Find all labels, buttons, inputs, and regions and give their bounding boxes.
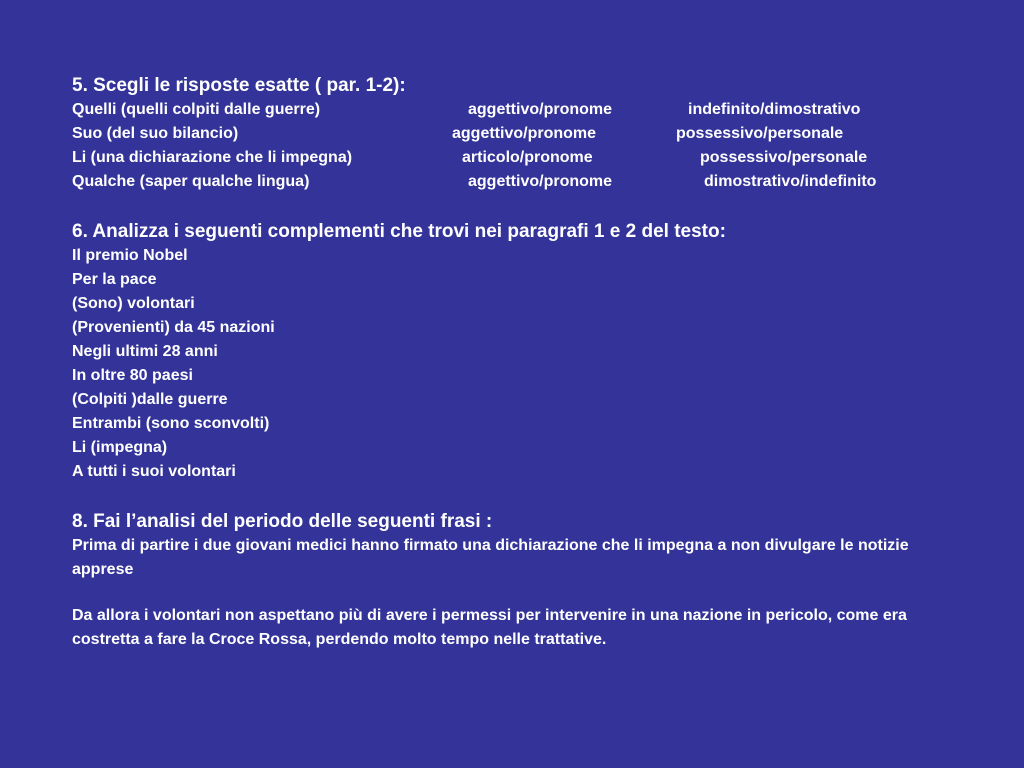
- section-5-title: 5. Scegli le risposte esatte ( par. 1-2):: [72, 75, 406, 96]
- list-item: Negli ultimi 28 anni: [72, 343, 218, 360]
- choice-option-2: dimostrativo/indefinito: [704, 173, 877, 190]
- choice-option-2: indefinito/dimostrativo: [688, 101, 861, 118]
- choice-phrase: Qualche (saper qualche lingua): [72, 173, 310, 190]
- list-item: (Provenienti) da 45 nazioni: [72, 319, 275, 336]
- list-item: (Sono) volontari: [72, 295, 195, 312]
- choice-row: [72, 170, 972, 194]
- choice-phrase: Li (una dichiarazione che li impegna): [72, 149, 353, 166]
- choice-option-1: aggettivo/pronome: [452, 125, 597, 142]
- choice-phrase: Suo (del suo bilancio): [72, 125, 239, 142]
- choice-option-1: articolo/pronome: [462, 149, 593, 166]
- choice-row: [72, 146, 972, 170]
- choice-option-1: aggettivo/pronome: [468, 101, 613, 118]
- list-item: In oltre 80 paesi: [72, 367, 193, 384]
- list-item: (Colpiti )dalle guerre: [72, 391, 228, 408]
- list-item: Il premio Nobel: [72, 247, 188, 264]
- choice-phrase: Quelli (quelli colpiti dalle guerre): [72, 101, 321, 118]
- choice-option-2: possessivo/personale: [700, 149, 868, 166]
- list-item: Li (impegna): [72, 439, 168, 456]
- list-item: Entrambi (sono sconvolti): [72, 415, 270, 432]
- sentence-1: Prima di partire i due giovani medici hanno firmato una dichiarazione che li impegna a non divulgare le notizie apprese: [72, 537, 909, 578]
- choice-row: [72, 122, 972, 146]
- list-item: Per la pace: [72, 271, 157, 288]
- list-item: A tutti i suoi volontari: [72, 463, 236, 480]
- choice-row: [72, 98, 972, 122]
- choice-option-2: possessivo/personale: [676, 125, 844, 142]
- section-8-title: 8. Fai l’analisi del periodo delle seguenti frasi :: [72, 511, 493, 532]
- sentence-2: Da allora i volontari non aspettano più di avere i permessi per intervenire in una nazione in pericolo, come era costretta a fare la Croce Rossa, perdendo molto tempo nelle trattative.: [72, 607, 907, 648]
- slide-content: [72, 74, 972, 652]
- choice-option-1: aggettivo/pronome: [468, 173, 613, 190]
- section-6-title: 6. Analizza i seguenti complementi che trovi nei paragrafi 1 e 2 del testo:: [72, 221, 726, 242]
